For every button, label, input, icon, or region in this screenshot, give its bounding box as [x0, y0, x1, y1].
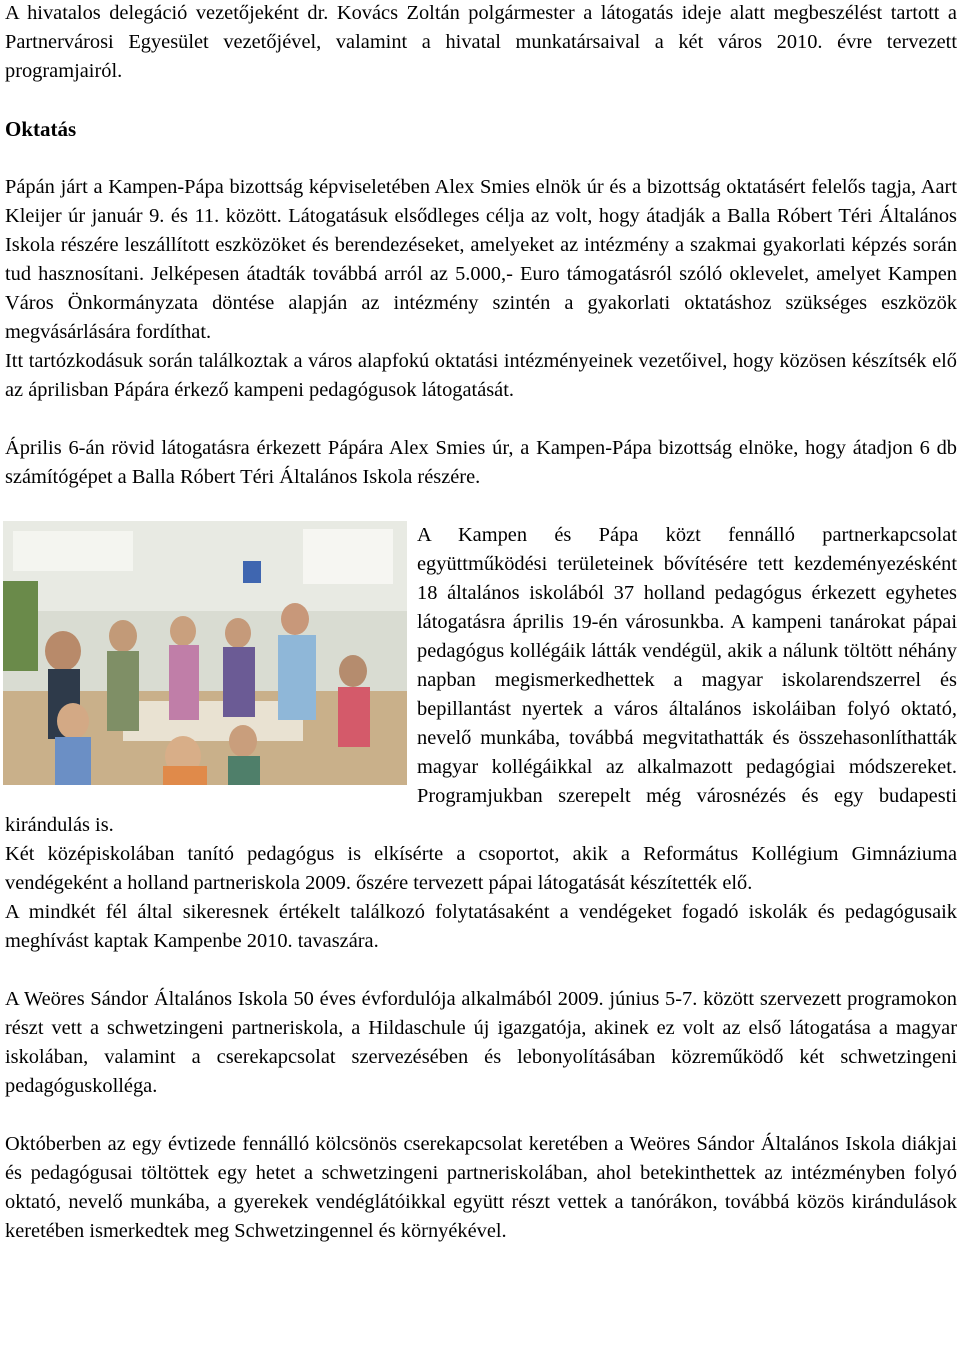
paragraph-secondary-teachers: Két középiskolában tanító pedagógus is elkísérte a csoportot, akik a Református Kollégium Gimnáziuma vendégeként a holland partneriskola 2009. őszére tervezett pápai látogatását készítették elő.	[5, 843, 957, 894]
intro-paragraph: A hivatalos delegáció vezetőjeként dr. Kovács Zoltán polgármester a látogatás ideje alatt megbeszélést tartott a Partnervárosi Egyesület vezetőjével, valamint a hivatal munkatársaival a két város 2010. évre tervezett programjairól.	[5, 2, 957, 82]
paragraph-dutch-teachers: A Kampen és Pápa közt fennálló partnerkapcsolat együttműködési területeinek bővítésére tett kezdeményezésként 18 általános iskolából 37 holland pedagógus érkezett egyhetes látogatásra április 19-én városunkba. A kampeni tanárokat pápai pedagógus kollégáik látták vendégül, akik a nálunk töltött néhány napban megismerkedhettek a magyar iskolarendszerrel és bepillantást nyertek a város általános iskoláiban folyó oktató, nevelő munkába, továbbá megvitathatták és összehasonlíthatták magyar kollégáikkal az alkalmazott pedagógiai módszereket. Programjukban szerepelt még városnézés és egy budapesti kirándulás is.	[5, 524, 957, 836]
paragraph-meeting-leaders: Itt tartózkodásuk során találkoztak a város alapfokú oktatási intézményeinek vezetőivel, hogy közösen készítsék elő az áprilisban Pápára érkező kampeni pedagógusok látogatását.	[5, 350, 957, 401]
paragraph-october-exchange: Októberben az egy évtizede fennálló kölcsönös cserekapcsolat keretében a Weöres Sándor Általános Iskola diákjai és pedagógusai töltöttek egy hetet a schwetzingeni partneriskolában, ahol betekinthettek az intézményben folyó oktató, nevelő munkába, a gyerekek vendéglátóikkal együtt részt vettek a tanórákon, továbbá közös kirándulások keretében ismerkedtek meg Schwetzingennel és környékével.	[5, 1133, 957, 1242]
paragraph-invitation: A mindkét fél által sikeresnek értékelt találkozó folytatásaként a vendégeket fogadó iskolák és pedagógusaik meghívást kaptak Kampenbe 2010. tavaszára.	[5, 901, 957, 952]
paragraph-april-visit: Április 6-án rövid látogatásra érkezett Pápára Alex Smies úr, a Kampen-Pápa bizottság elnöke, hogy átadjon 6 db számítógépet a Balla Róbert Téri Általános Iskola részére.	[5, 437, 957, 488]
paragraph-weores-anniversary: A Weöres Sándor Általános Iskola 50 éves évfordulója alkalmából 2009. június 5-7. között szervezett programokon részt vett a schwetzingeni partneriskola, a Hildaschule új igazgatója, akinek ez volt az első látogatása a magyar iskolában, valamint a cserekapcsolat szervezésében és lebonyolításában közreműködő két schwetzingeni pedagóguskollégа.	[5, 988, 957, 1097]
classroom-photo	[3, 521, 407, 785]
section-heading: Oktatás	[5, 117, 77, 141]
paragraph-visit-january: Pápán járt a Kampen-Pápa bizottság képviseletében Alex Smies elnök úr és a bizottság oktatásért felelős tagja, Aart Kleijer úr január 9. és 11. között. Látogatásuk elsődleges célja az volt, hogy átadják a Balla Róbert Téri Általános Iskola részére leszállított eszközöket és berendezéseket, amelyeket az intézmény a szakmai gyakorlati képzés során tud hasznosítani. Jelképesen átadták továbbá arról az 5.000,- Euro támogatásról szóló oklevelet, amelyet Kampen Város Önkormányzata döntése alapján az intézmény szintén a gyakorlati oktatáshoz szükséges eszközök megvásárlására fordíthat.	[5, 176, 957, 343]
document-page	[5, 0, 957, 1246]
